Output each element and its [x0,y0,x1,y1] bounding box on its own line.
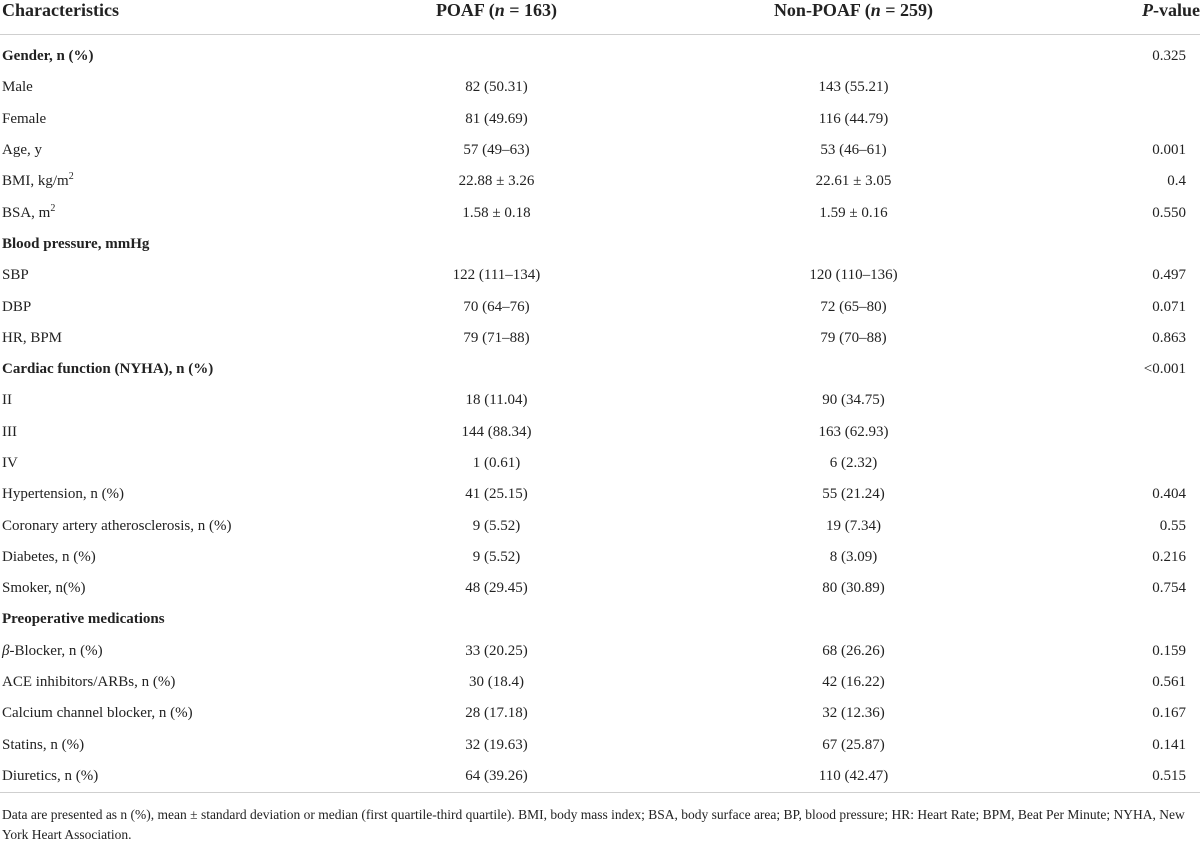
poaf-value [330,604,663,635]
poaf-value: 1.58 ± 0.18 [462,204,531,221]
row-label: ACE inhibitors/ARBs, n (%) [2,674,176,691]
non-poaf-value: 72 (65–80) [820,298,887,315]
poaf-value: 9 (5.52) [472,548,521,565]
p-value: <0.001 [1143,361,1186,378]
table-row [0,197,1200,228]
table-body [0,35,1200,793]
p-value: 0.863 [1152,329,1186,346]
poaf-value [330,229,663,260]
table-row [0,636,1200,667]
row-label: Smoker, n(%) [2,580,86,597]
poaf-value: 30 (18.4) [469,674,524,691]
non-poaf-value: 1.59 ± 0.16 [819,204,888,221]
non-poaf-value: 163 (62.93) [818,423,889,440]
poaf-value: 81 (49.69) [465,110,528,127]
poaf-value: 22.88 ± 3.26 [458,173,535,190]
non-poaf-value: 143 (55.21) [818,79,889,96]
row-label: III [2,423,17,440]
non-poaf-value [663,354,1044,385]
non-poaf-value: 8 (3.09) [829,548,878,565]
poaf-value: 28 (17.18) [465,705,528,722]
row-label: Blood pressure, mmHg [2,235,150,252]
p-value: 0.515 [1044,761,1200,793]
poaf-value: 70 (64–76) [463,298,530,315]
table-row [0,104,1200,135]
non-poaf-value: 22.61 ± 3.05 [815,173,892,190]
row-label: Cardiac function (NYHA), n (%) [2,361,214,378]
poaf-value: 48 (29.45) [465,580,528,597]
poaf-value: 9 (5.52) [472,517,521,534]
poaf-value: 57 (49–63) [463,142,530,159]
table-footnote: Data are presented as n (%), mean ± standard deviation or median (first quartile-third quartile). BMI, body mass index; BSA, body surface area; BP, blood pressure; HR: Heart Rate; BPM, Beat Per Minute; NYHA, New York Heart Association. [2,807,1185,843]
row-label: BMI, $kg/m^2$ [2,171,74,190]
non-poaf-value: 90 (34.75) [822,392,885,409]
poaf-value: 79 (71–88) [463,329,530,346]
non-poaf-value: 110 (42.47) [663,761,1044,793]
p-value [1044,448,1200,479]
header-p-value: P-value [1044,0,1200,35]
poaf-value: 18 (11.04) [465,392,528,409]
p-value: 0.497 [1152,267,1186,284]
p-value: 0.159 [1152,642,1186,659]
row-label: DBP [2,298,32,315]
p-value: 0.001 [1152,142,1186,159]
p-value: 0.071 [1152,298,1186,315]
table-header-row [0,0,1200,35]
table-row [0,229,1200,260]
row-label: Preoperative medications [2,611,165,628]
non-poaf-value: 116 (44.79) [818,110,889,127]
table-row [0,667,1200,698]
p-value [1044,417,1200,448]
p-value: 0.4 [1167,173,1186,190]
row-label: IV [2,455,18,471]
table-row [0,761,1200,793]
non-poaf-value: 68 (26.26) [822,642,885,659]
row-label: Diuretics, n (%) [0,761,330,793]
header-non-poaf: Non-POAF (n = 259) [663,0,1044,35]
non-poaf-value: 6 (2.32) [829,455,878,471]
table-row [0,510,1200,541]
p-value: 0.167 [1152,705,1186,722]
row-label: Age, y [2,142,42,159]
p-value: 0.561 [1152,674,1186,691]
table-row [0,354,1200,385]
table-row [0,698,1200,729]
p-value [1044,229,1200,260]
table-row [0,323,1200,354]
header-poaf: POAF (n = 163) [330,0,663,35]
row-label: II [2,392,12,409]
table-row [0,291,1200,322]
p-value: 0.141 [1152,736,1186,753]
poaf-value [330,354,663,385]
row-label: HR, BPM [2,329,63,346]
p-value [1044,604,1200,635]
table-row [0,260,1200,291]
p-value [1044,385,1200,416]
row-label: Calcium channel blocker, n (%) [2,705,193,722]
non-poaf-value: 67 (25.87) [822,736,885,753]
poaf-value: 1 (0.61) [472,455,521,471]
table-row [0,542,1200,573]
table-row [0,166,1200,197]
table-row [0,417,1200,448]
p-value: 0.216 [1152,548,1186,565]
row-label: Hypertension, n (%) [2,486,125,503]
header-characteristics: Characteristics [0,0,330,35]
non-poaf-value [663,35,1044,73]
non-poaf-value: 19 (7.34) [826,517,881,534]
greek-prefix: β [2,642,10,659]
row-label: Male [2,79,33,96]
table-row [0,730,1200,761]
row-label: Diabetes, n (%) [2,548,96,565]
row-label: Coronary artery atherosclerosis, n (%) [2,517,232,534]
table-row [0,385,1200,416]
non-poaf-value: 32 (12.36) [822,705,885,722]
table-row [0,135,1200,166]
row-label: SBP [2,267,29,284]
p-value: 0.325 [1152,48,1186,65]
poaf-value: 32 (19.63) [465,736,528,753]
non-poaf-value [663,229,1044,260]
row-label: β-Blocker, n (%) [2,642,103,659]
poaf-value [330,35,663,73]
p-value: 0.550 [1152,204,1186,221]
row-label: Statins, n (%) [2,736,85,753]
row-label: Female [2,110,47,127]
poaf-value: 41 (25.15) [465,486,528,503]
non-poaf-value: 53 (46–61) [820,142,887,159]
row-label: Gender, n (%) [2,48,94,65]
p-value [1044,72,1200,103]
table-row [0,604,1200,635]
non-poaf-value: 42 (16.22) [822,674,885,691]
non-poaf-value [663,604,1044,635]
poaf-value: 122 (111–134) [452,267,541,284]
p-value: 0.55 [1159,517,1186,534]
table-row [0,72,1200,103]
p-value: 0.754 [1152,580,1186,597]
table-row [0,573,1200,604]
table-row [0,35,1200,73]
non-poaf-value: 55 (21.24) [822,486,885,503]
poaf-value: 82 (50.31) [465,79,528,96]
p-value [1044,104,1200,135]
poaf-value: 144 (88.34) [461,423,532,440]
poaf-value: 33 (20.25) [465,642,528,659]
poaf-value: 64 (39.26) [330,761,663,793]
table-row [0,448,1200,479]
table-row [0,479,1200,510]
non-poaf-value: 80 (30.89) [822,580,885,597]
row-label: BSA, $m^2$ [2,202,56,221]
non-poaf-value: 120 (110–136) [809,267,898,284]
non-poaf-value: 79 (70–88) [820,329,887,346]
p-value: 0.404 [1152,486,1186,503]
